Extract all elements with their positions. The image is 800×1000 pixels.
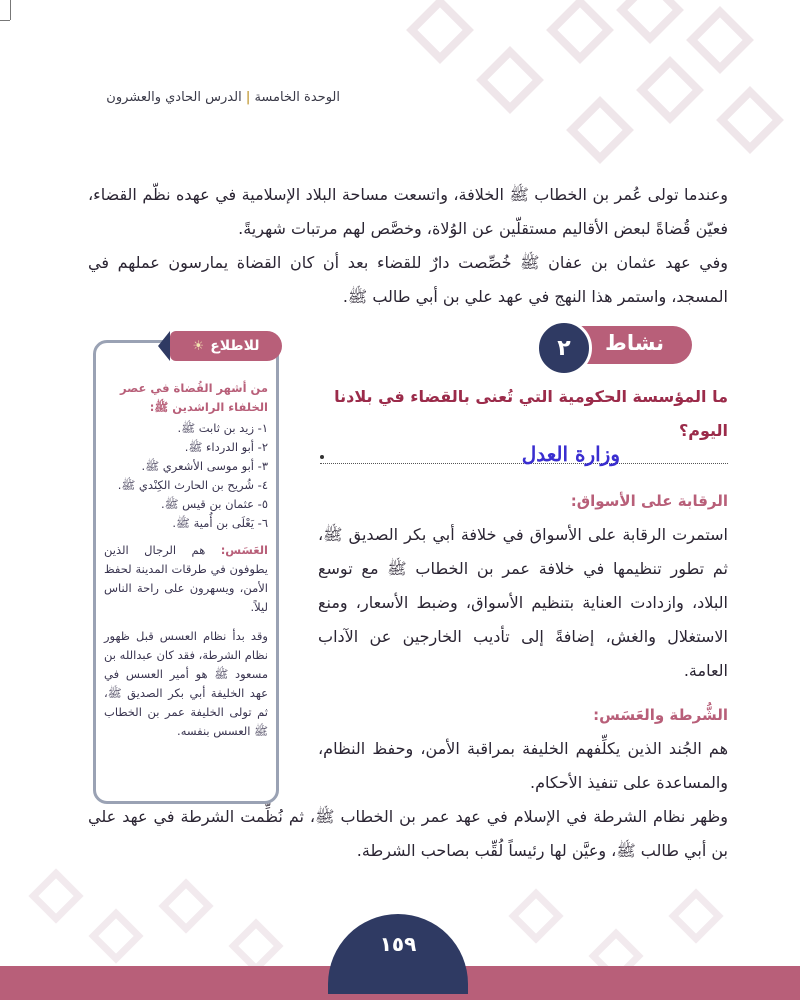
- sidebar-title: من أشهر القُضاة في عصر الخلفاء الراشدين ﷺ:: [120, 381, 268, 414]
- list-item: ٥- عثمان بن قيس ﷺ.: [160, 497, 268, 511]
- activity-label: نشاط: [605, 331, 664, 355]
- markets-title: الرقابة على الأسواق:: [570, 492, 728, 510]
- list-item: ٤- شُريح بن الحارث الكِنْدي ﷺ.: [117, 478, 268, 492]
- intro-paragraph: وفي عهد عثمان بن عفان ﷺ خُصِّصت دارٌ للقضاء بعد أن كان القضاة يمارسون عملهم في المسجد، واستمر هذا النهج في عهد علي بن أبي طالب ﷺ.: [88, 253, 728, 306]
- answer-line-end: [320, 455, 324, 459]
- crop-mark: [0, 20, 10, 21]
- activity-question: ما المؤسسة الحكومية التي تُعنى بالقضاء في بلادنا اليوم؟: [334, 387, 728, 440]
- crop-mark: [10, 0, 11, 20]
- sidebar-tab: [170, 331, 282, 361]
- sidebar-tab-label: للاطلاع: [210, 338, 260, 354]
- intro-paragraph: وعندما تولى عُمر بن الخطاب ﷺ الخلافة، واتسعت مساحة البلاد الإسلامية في عهده نظّم القضاء، فعيّن قُضاةً لبعض الأقاليم مستقلّين عن الوُلاة، وخصَّص لهم مرتبات شهريةً.: [88, 185, 728, 238]
- page-number: ١٥٩: [328, 914, 468, 994]
- police-history: وظهر نظام الشرطة في الإسلام في عهد عمر بن الخطاب ﷺ، ثم نُظِّمت الشرطة في عهد علي بن أبي طالب ﷺ، وعيَّن لها رئيساً لُقِّب بصاحب الشرطة.: [88, 807, 728, 860]
- markets-text: استمرت الرقابة على الأسواق في خلافة أبي بكر الصديق ﷺ، ثم تطور تنظيمها في خلافة عمر بن الخطاب ﷺ مع توسع البلاد، وازدادت العناية بتنظيم الأسواق، وضبط الأسعار، ومنع الاستغلال والغش، إضافةً إلى تأديب الخارجين عن الآداب العامة.: [318, 525, 728, 680]
- police-title: الشُّرطة والعَسَس:: [593, 706, 728, 724]
- bulb-icon: ☀: [192, 338, 205, 354]
- intro-text: [88, 178, 728, 314]
- unit-title: الوحدة الخامسة: [254, 90, 340, 105]
- asas-text: هم الرجال الذين يطوفون في طرقات المدينة لحفظ الأمن، ويسهرون على راحة الناس ليلاً.: [104, 543, 268, 614]
- activity-number: ٢: [536, 320, 592, 376]
- header-separator: |: [245, 90, 251, 105]
- list-item: ٦- يَعْلَى بن أُمية ﷺ.: [172, 516, 268, 530]
- asas-history: وقد بدأ نظام العسس قبل ظهور نظام الشرطة، فقد كان عبدالله بن مسعود ﷺ هو أمير العسس في عهد الخليفة أبي بكر الصديق ﷺ، ثم تولى الخليفة عمر بن الخطاب ﷺ العسس بنفسه.: [104, 629, 268, 738]
- info-sidebar: [93, 340, 279, 804]
- judges-list: [104, 419, 268, 533]
- asas-term: العَسَس:: [220, 543, 268, 557]
- activity-answer: وزارة العدل: [521, 442, 620, 466]
- police-text: هم الجُند الذين يكلِّفهم الخليفة بمراقبة الأمن، وحفظ النظام، والمساعدة على تنفيذ الأحكام.: [318, 739, 728, 792]
- list-item: ٣- أبو موسى الأشعري ﷺ.: [141, 459, 268, 473]
- asas-definition: [104, 541, 268, 617]
- list-item: ١- زيد بن ثابت ﷺ.: [177, 421, 268, 435]
- page-header: [106, 90, 340, 105]
- lesson-title: الدرس الحادي والعشرون: [106, 90, 242, 105]
- sidebar-body: [104, 379, 268, 751]
- list-item: ٢- أبو الدرداء ﷺ.: [184, 440, 268, 454]
- activity-badge: [542, 326, 692, 364]
